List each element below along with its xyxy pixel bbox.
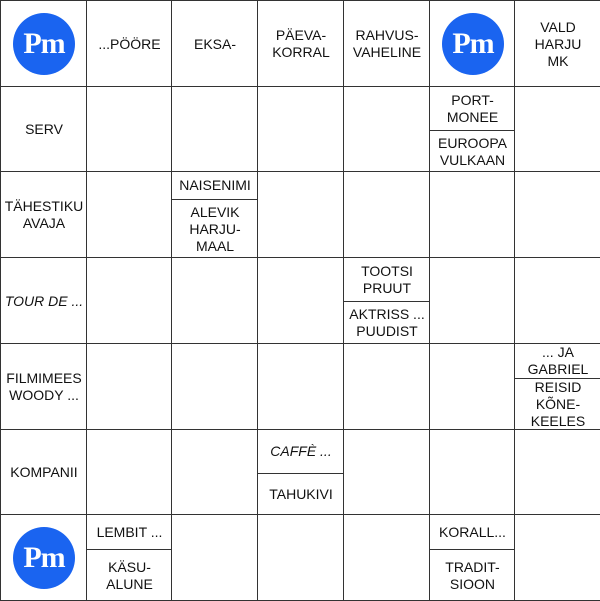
answer-cell[interactable] [171,343,258,430]
answer-cell[interactable] [514,86,600,172]
answer-cell[interactable] [429,343,515,430]
clue-naisenimi: NAISENIMI [179,177,251,193]
clue-ja-gabriel: ... JA GABRIEL [527,344,589,377]
answer-cell[interactable] [257,171,344,258]
clue-cell [343,0,430,87]
answer-cell[interactable] [429,429,515,515]
clue-cell [514,0,600,87]
clue-traditsioon: TRADIT- SIOON [445,558,500,592]
clue-alevik: ALEVIK HARJU- MAAL [189,203,241,254]
clue-tahukivi: TAHUKIVI [269,486,333,502]
clue-cell [0,171,87,258]
clue-cell [257,429,344,515]
answer-cell[interactable] [171,514,258,601]
clue-paevakorral: PÄEVA- KORRAL [272,27,330,60]
clue-cell [86,514,172,601]
pm-logo: Pm [13,527,75,589]
clue-cell [514,343,600,430]
clue-poore: ...PÖÖRE [98,35,161,52]
clue-aktriss: AKTRISS ... PUUDIST [349,306,425,339]
clue-cell [343,257,430,344]
clue-tahestiku-avaja: TÄHESTIKU AVAJA [4,198,84,231]
logo-cell [429,0,515,87]
clue-cell [257,0,344,87]
answer-cell[interactable] [86,86,172,172]
answer-cell[interactable] [514,171,600,258]
answer-cell[interactable] [343,171,430,258]
clue-vald-harju: VALD HARJU MK [534,18,582,69]
answer-cell[interactable] [429,257,515,344]
answer-cell[interactable] [171,86,258,172]
answer-cell[interactable] [86,257,172,344]
answer-cell[interactable] [257,343,344,430]
answer-cell[interactable] [343,429,430,515]
answer-cell[interactable] [86,171,172,258]
pm-logo: Pm [13,13,75,75]
clue-portmonee: PORT- MONEE [446,91,499,125]
answer-cell[interactable] [257,86,344,172]
clue-cell [0,257,87,344]
answer-cell[interactable] [343,86,430,172]
clue-serv: SERV [25,121,63,137]
clue-cell [0,86,87,172]
clue-lembit: LEMBIT ... [96,523,163,540]
answer-cell[interactable] [171,429,258,515]
pm-logo: Pm [442,13,504,75]
answer-cell[interactable] [86,429,172,515]
clue-euroopa-vulkaan: EUROOPA VULKAAN [438,134,507,168]
clue-rahvusvaheline: RAHVUS- VAHELINE [352,27,422,60]
clue-caffe: CAFFÈ ... [270,443,332,459]
clue-korall: KORALL... [439,523,506,540]
clue-reisid: REISID KÕNE- KEELES [530,379,586,429]
clue-cell [0,343,87,430]
clue-cell [429,514,515,601]
answer-cell[interactable] [514,257,600,344]
clue-tootsi-pruut: TOOTSI PRUUT [361,262,413,296]
clue-eksa: EKSA- [193,35,236,52]
answer-cell[interactable] [343,343,430,430]
answer-cell[interactable] [429,171,515,258]
clue-cell [0,429,87,515]
logo-cell [0,0,87,87]
answer-cell[interactable] [171,257,258,344]
clue-kompanii: KOMPANII [10,464,78,480]
clue-cell [86,0,172,87]
logo-cell [0,514,87,601]
answer-cell[interactable] [343,514,430,601]
answer-cell[interactable] [257,514,344,601]
answer-cell[interactable] [514,429,600,515]
answer-cell[interactable] [514,514,600,601]
clue-cell [171,171,258,258]
clue-cell [171,0,258,87]
clue-tour-de: TOUR DE ... [4,292,84,309]
clue-kasualune: KÄSU- ALUNE [106,558,153,592]
answer-cell[interactable] [257,257,344,344]
answer-cell[interactable] [86,343,172,430]
clue-filmimees: FILMIMEES WOODY ... [6,370,82,403]
clue-cell [429,86,515,172]
